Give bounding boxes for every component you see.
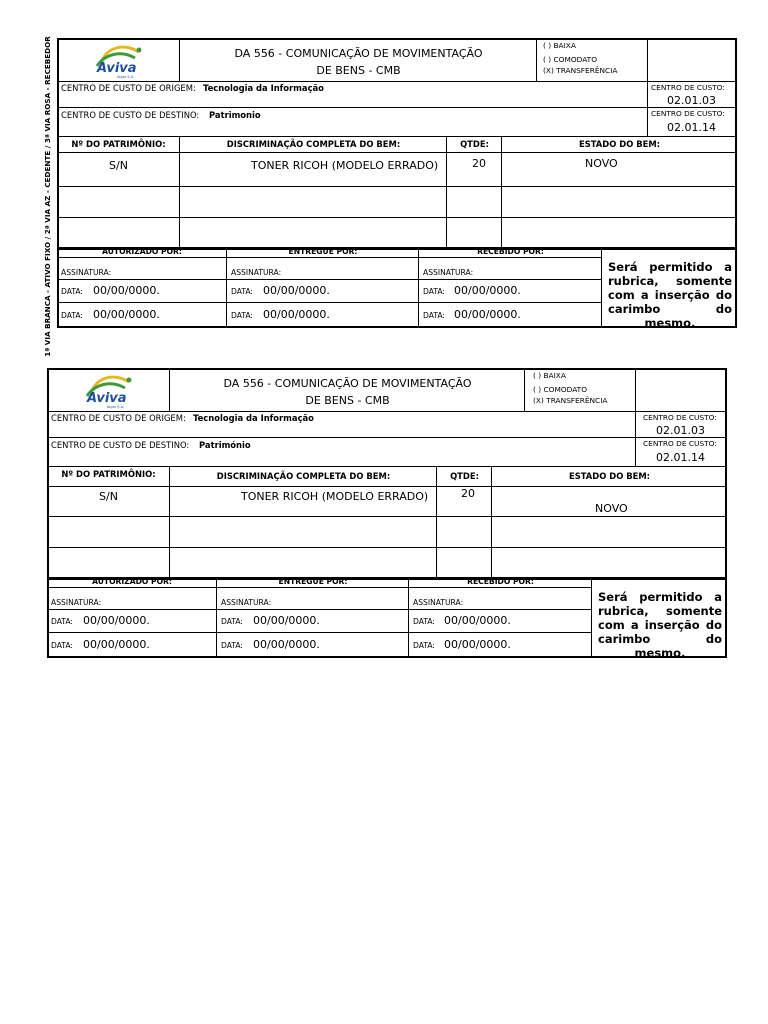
form2-assinatura-recebido: ASSINATURA: [413, 598, 464, 607]
form2-origem-label: CENTRO DE CUSTO DE ORIGEM: [51, 413, 186, 423]
form2-option-comodato: ( ) COMODATO [533, 385, 588, 394]
form2-autorizado-label: AUTORIZADO POR: [92, 577, 172, 586]
col-estado: ESTADO DO BEM: [578, 139, 661, 149]
logo-subtext: Algar S.A. [117, 75, 135, 79]
data-label-r1: DATA: [423, 287, 445, 296]
data-value-a2: 00/00/0000. [93, 308, 160, 321]
data-value-e2: 00/00/0000. [263, 308, 330, 321]
form2-data-label-e2: DATA: [221, 641, 243, 650]
form2-data-value-r1: 00/00/0000. [444, 614, 511, 627]
form2-option-baixa: ( ) BAIXA [533, 371, 566, 380]
aviva-logo-2 [77, 372, 141, 408]
form2-entregue-label: ENTREGUE POR: [278, 577, 348, 586]
form2-centro-origem-label: CENTRO DE CUSTO: [643, 413, 717, 422]
data-label-a1: DATA: [61, 287, 83, 296]
recebido-label: RECEBIDO POR: [477, 247, 544, 256]
row-qtde: 20 [472, 157, 486, 170]
data-value-e1: 00/00/0000. [263, 284, 330, 297]
form2-assinatura-autorizado: ASSINATURA: [51, 598, 102, 607]
form2-origem-value: Tecnologia da Informação [193, 413, 314, 423]
form2-data-label-a2: DATA: [51, 641, 73, 650]
form2-stamp-note: Será permitido a rubrica, somente com a inserção do carimbo do mesmo. [598, 590, 722, 660]
form-title-line2: DE BENS - CMB [316, 64, 401, 77]
logo-subtext-2: Algar S.A. [107, 405, 125, 409]
form2-col-estado: ESTADO DO BEM: [568, 471, 651, 481]
form2-option-transferencia: (X) TRANSFERÊNCIA [533, 396, 608, 405]
row-descricao: TONER RICOH (MODELO ERRADO) [251, 159, 439, 172]
col-patrimonio: Nº DO PATRIMÔNIO: [71, 139, 166, 149]
centro-destino-code: 02.01.14 [667, 121, 716, 134]
form2-data-value-r2: 00/00/0000. [444, 638, 511, 651]
copy-routing-note: 1ª VIA BRANCA - ATIVO FIXO / 2ª VIA AZ - CEDENTE / 3ª VIA ROSA - RECEBEDOR [42, 35, 52, 357]
form2-row-descricao: TONER RICOH (MODELO ERRADO) [241, 490, 429, 503]
form2-data-label-r1: DATA: [413, 617, 435, 626]
form2-data-value-a1: 00/00/0000. [83, 614, 150, 627]
form2-data-value-e2: 00/00/0000. [253, 638, 320, 651]
form-title-line1: DA 556 - COMUNICAÇÃO DE MOVIMENTAÇÃO [234, 47, 483, 60]
option-baixa: ( ) BAIXA [543, 41, 576, 50]
cmb-form-1 [57, 38, 737, 328]
form2-col-patrimonio: Nº DO PATRIMÔNIO: [61, 469, 156, 479]
form2-row-estado: NOVO [595, 502, 628, 515]
data-label-r2: DATA: [423, 311, 445, 320]
option-transferencia: (X) TRANSFERÊNCIA [543, 66, 618, 75]
destino-label: CENTRO DE CUSTO DE DESTINO: [61, 110, 200, 120]
form2-title-line1: DA 556 - COMUNICAÇÃO DE MOVIMENTAÇÃO [223, 377, 472, 390]
form2-destino-label: CENTRO DE CUSTO DE DESTINO: [51, 440, 190, 450]
form2-data-label-a1: DATA: [51, 617, 73, 626]
form2-row-qtde: 20 [461, 487, 475, 500]
aviva-logo [87, 42, 151, 78]
row-patrimonio: S/N [109, 159, 128, 172]
assinatura-autorizado: ASSINATURA: [61, 268, 112, 277]
assinatura-recebido: ASSINATURA: [423, 268, 474, 277]
data-value-r1: 00/00/0000. [454, 284, 521, 297]
data-value-r2: 00/00/0000. [454, 308, 521, 321]
form2-centro-destino-label: CENTRO DE CUSTO: [643, 439, 717, 448]
data-value-a1: 00/00/0000. [93, 284, 160, 297]
origem-value: Tecnologia da Informação [203, 83, 324, 93]
form2-row-patrimonio: S/N [99, 490, 118, 503]
form2-col-qtde: QTDE: [450, 471, 479, 481]
assinatura-entregue: ASSINATURA: [231, 268, 282, 277]
destino-value: Patrimonio [209, 110, 261, 120]
centro-destino-label: CENTRO DE CUSTO: [651, 109, 725, 118]
form2-assinatura-entregue: ASSINATURA: [221, 598, 272, 607]
form2-destino-value: Património [199, 440, 251, 450]
entregue-label: ENTREGUE POR: [288, 247, 358, 256]
form2-title-line2: DE BENS - CMB [305, 394, 390, 407]
form2-data-label-r2: DATA: [413, 641, 435, 650]
origem-label: CENTRO DE CUSTO DE ORIGEM: [61, 83, 196, 93]
form2-data-label-e1: DATA: [221, 617, 243, 626]
logo-text: Aviva [97, 61, 137, 76]
centro-origem-label: CENTRO DE CUSTO: [651, 83, 725, 92]
logo-text-2: Aviva [87, 391, 127, 406]
form2-data-value-e1: 00/00/0000. [253, 614, 320, 627]
col-qtde: QTDE: [460, 139, 489, 149]
form2-col-discriminacao: DISCRIMINAÇÃO COMPLETA DO BEM: [216, 471, 391, 481]
centro-origem-code: 02.01.03 [667, 94, 716, 107]
row-estado: NOVO [585, 157, 618, 170]
cmb-form-2 [47, 368, 727, 658]
form2-centro-destino-code: 02.01.14 [656, 451, 705, 464]
form2-data-value-a2: 00/00/0000. [83, 638, 150, 651]
form2-centro-origem-code: 02.01.03 [656, 424, 705, 437]
stamp-note: Será permitido a rubrica, somente com a inserção do carimbo do mesmo. [608, 260, 732, 330]
data-label-e1: DATA: [231, 287, 253, 296]
option-comodato: ( ) COMODATO [543, 55, 598, 64]
col-discriminacao: DISCRIMINAÇÃO COMPLETA DO BEM: [226, 139, 401, 149]
data-label-e2: DATA: [231, 311, 253, 320]
data-label-a2: DATA: [61, 311, 83, 320]
form2-recebido-label: RECEBIDO POR: [467, 577, 534, 586]
autorizado-label: AUTORIZADO POR: [102, 247, 182, 256]
